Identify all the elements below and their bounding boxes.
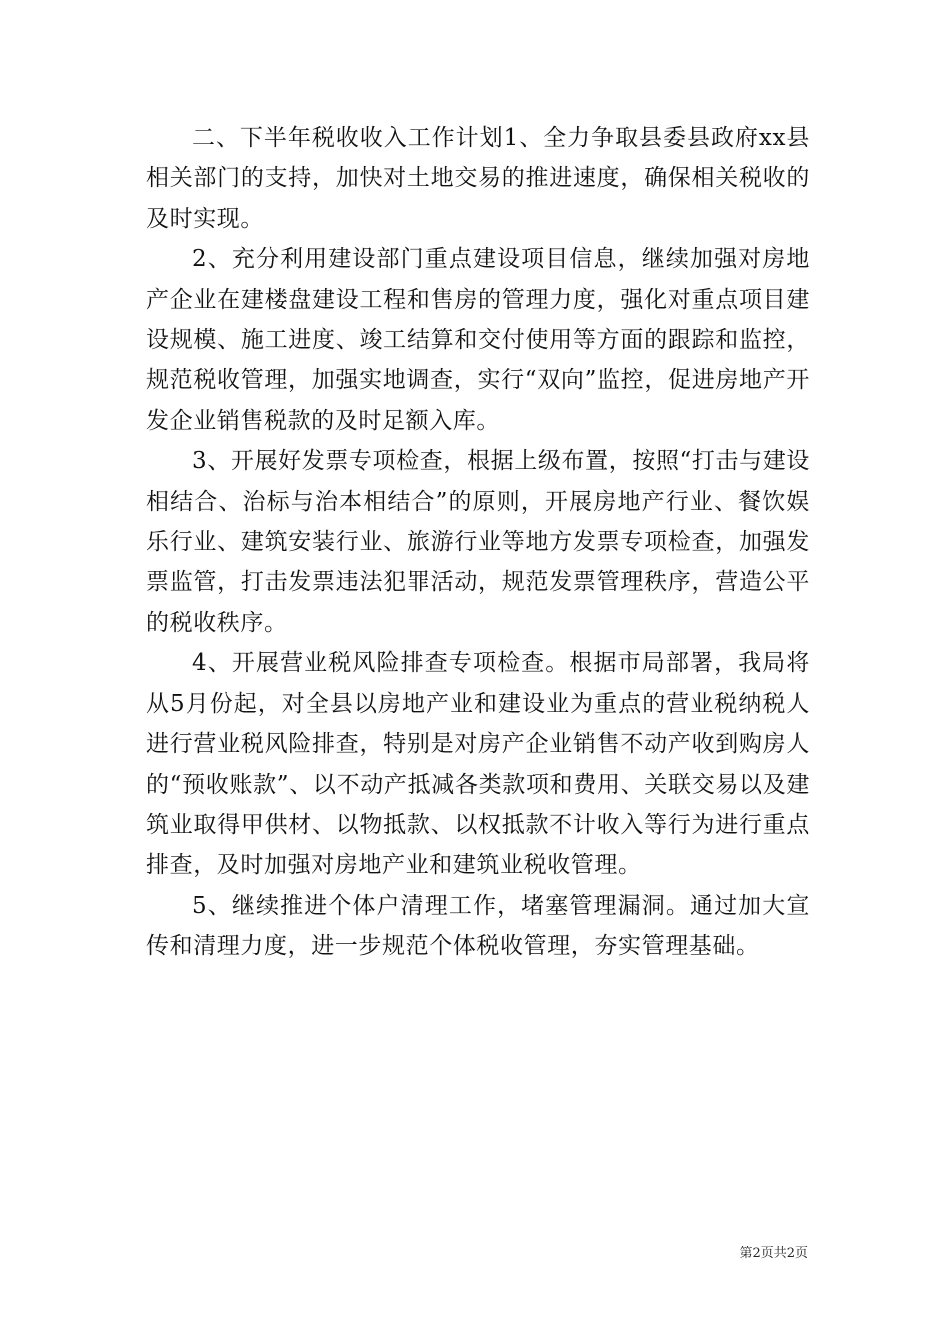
paragraph-item-2: 2、充分利用建设部门重点建设项目信息，继续加强对房地产企业在建楼盘建设工程和售房的管理力度，强化对重点项目建设规模、施工进度、竣工结算和交付使用等方面的跟踪和监控，规范税收管理，加强实地调查，实行“双向”监控，促进房地产开发企业销售税款的及时足额入库。 (146, 246, 810, 434)
paragraph-plan-intro: 二、下半年税收收入工作计划1、全力争取县委县政府xx县相关部门的支持，加快对土地交易的推进速度，确保相关税收的及时实现。 (146, 125, 810, 232)
paragraph-item-4: 4、开展营业税风险排查专项检查。根据市局部署，我局将从5月份起，对全县以房地产业和建设业为重点的营业税纳税人进行营业税风险排查，特别是对房产企业销售不动产收到购房人的“预收账款”、以不动产抵减各类款项和费用、关联交易以及建筑业取得甲供材、以物抵款、以权抵款不计收入等行为进行重点排查，及时加强对房地产业和建筑业税收管理。 (146, 650, 810, 879)
document-body (146, 118, 810, 967)
page-number: 第2页共2页 (739, 1246, 808, 1261)
paragraph-item-5: 5、继续推进个体户清理工作，堵塞管理漏洞。通过加大宣传和清理力度，进一步规范个体税收管理，夯实管理基础。 (146, 892, 810, 960)
paragraph-item-3: 3、开展好发票专项检查，根据上级布置，按照“打击与建设相结合、治标与治本相结合”的原则，开展房地产行业、餐饮娱乐行业、建筑安装行业、旅游行业等地方发票专项检查，加强发票监管，打击发票违法犯罪活动，规范发票管理秩序，营造公平的税收秩序。 (146, 448, 810, 636)
